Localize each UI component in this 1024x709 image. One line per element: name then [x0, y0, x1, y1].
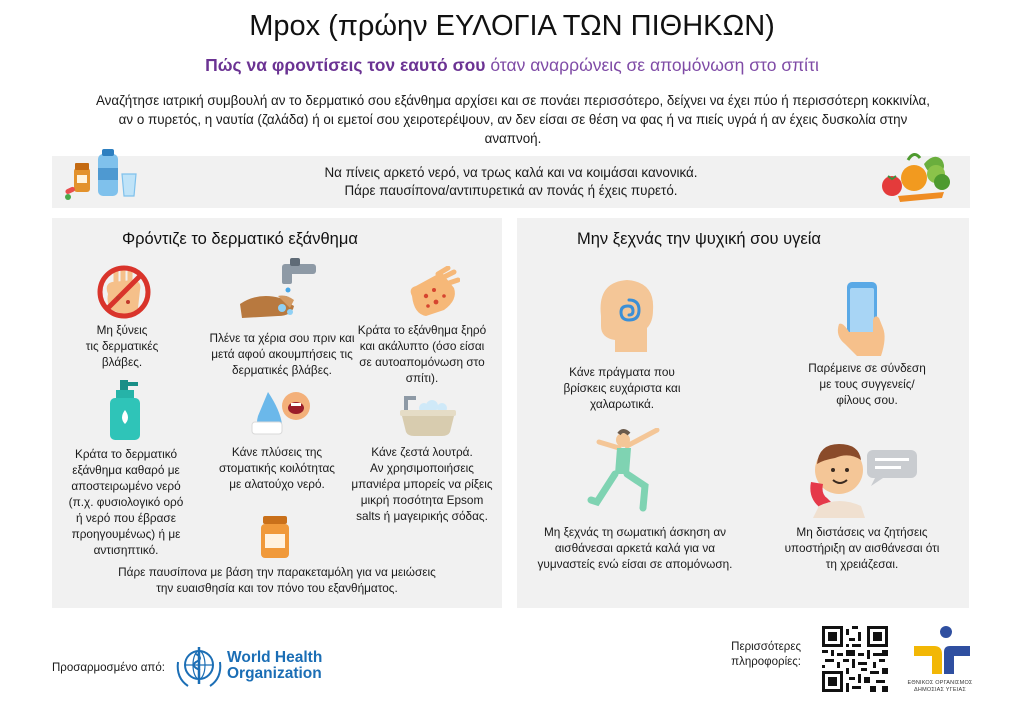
sanitizer-bottle-icon	[108, 380, 142, 447]
skin-panel-title: Φρόντιζε το δερματικό εξάνθημα	[122, 230, 358, 248]
eody-name: ΕΘΝΙΚΟΣ ΟΡΓΑΝΙΣΜΟΣ ΔΗΜΟΣΙΑΣ ΥΓΕΙΑΣ	[907, 680, 973, 693]
intro-warning	[48, 91, 978, 148]
phone-in-hand-icon	[835, 278, 893, 363]
phone-call-icon	[805, 436, 923, 529]
advice-line: Πάρε παυσίπονα/αντιπυρετικά αν πονάς ή έχεις πυρετό.	[344, 183, 678, 198]
advice-line: Να πίνεις αρκετό νερό, να τρως καλά και να κοιμάσαι κανονικά.	[324, 165, 698, 180]
bath-caption: Κάνε ζεστά λουτρά. Αν χρησιμοποιήσεις μπανιέρα μπορείς να ρίξεις μικρή ποσότητα Epsom salts ή μαγειρικής σόδας.	[351, 445, 493, 523]
qr-code-icon[interactable]	[822, 626, 888, 697]
exercise-caption: Μη ξεχνάς τη σωματική άσκηση αν αισθάνεσαι αρκετά καλά για να γυμναστείς ενώ είσαι σε απομόνωση.	[537, 525, 733, 571]
painkiller-caption: Πάρε παυσίπονα με βάση την παρακεταμόλη για να μειώσεις την ευαισθησία και τον πόνο του εξανθήματος.	[118, 565, 436, 595]
adapted-from-label: Προσαρμοσμένο από:	[52, 662, 165, 674]
exercise-icon	[587, 428, 671, 517]
stay-connected-caption: Παρέμεινε σε σύνδεση με τους συγγενείς/ φίλους σου.	[808, 361, 926, 407]
rash-hand-icon	[404, 266, 460, 323]
seek-support-caption: Μη διστάσεις να ζητήσεις υποστήριξη αν αισθάνεσαι ότι τη χρειάζεσαι.	[784, 525, 940, 571]
page-subtitle	[0, 55, 1024, 76]
who-emblem-icon	[174, 644, 224, 695]
fruit-vegetables-icon	[878, 146, 958, 213]
intro-line: αναπνοή.	[484, 131, 542, 146]
mouth-rinse-caption: Κάνε πλύσεις της στοματικής κοιλότητας με αλατούχο νερό.	[219, 445, 335, 491]
medicine-bottle-icon	[260, 516, 290, 565]
intro-line: Αναζήτησε ιατρική συμβουλή αν το δερματικό σου εξάνθημα αρχίσει και σε πονάει περισσότερο, δείχνει να έχει πύο ή περισσότερη κοκκινίλα,	[95, 93, 931, 108]
mouth-rinse-icon	[248, 386, 314, 445]
page-title: Mpox (πρώην ΕΥΛΟΓΙΑ ΤΩΝ ΠΙΘΗΚΩΝ)	[249, 10, 775, 42]
subtitle-rest: όταν αναρρώνεις σε απομόνωση στο σπίτι	[485, 55, 819, 75]
who-logo-text: World Health Organization	[227, 649, 323, 682]
eody-logo-icon	[912, 624, 972, 683]
general-advice-band	[52, 156, 970, 208]
mental-health-panel	[517, 218, 969, 608]
rash-dry-caption: Κράτα το εξάνθημα ξηρό και ακάλυπτο (όσο είσαι σε αυτοαπομόνωση στο σπίτι).	[357, 323, 487, 385]
hand-washing-caption: Πλένε τα χέρια σου πριν και μετά αφού ακουμπήσεις τις δερματικές βλάβες.	[209, 331, 355, 377]
bathtub-icon	[398, 392, 458, 443]
no-scratch-icon	[94, 264, 154, 325]
relax-head-icon	[591, 276, 661, 361]
subtitle-emphasis: Πώς να φροντίσεις τον εαυτό σου	[205, 55, 486, 75]
relax-caption: Κάνε πράγματα που βρίσκεις ευχάριστα και χαλαρωτικά.	[563, 365, 681, 411]
sanitizer-caption: Κράτα το δερματικό εξάνθημα καθαρό με αποστειρωμένο νερό (π.χ. φυσιολογικό ορό ή νερό που έβρασε προηγουμένως) ή με αντισηπτικό.	[68, 447, 184, 557]
hand-washing-icon	[238, 258, 324, 329]
mental-panel-title: Μην ξεχνάς την ψυχική σου υγεία	[577, 230, 821, 248]
no-scratch-caption: Μη ξύνεις τις δερματικές βλάβες.	[85, 323, 159, 369]
intro-line: αν ο πυρετός, η ναυτία (ζαλάδα) ή οι εμετοί σου χειροτερέψουν, αν δεν είσαι σε θέση να φας ή να πιείς υγρά ή αν έχεις δυσκολία στην	[118, 112, 908, 127]
more-info-label: Περισσότερες πληροφορίες:	[731, 641, 801, 668]
skin-care-panel	[52, 218, 502, 608]
general-advice-text	[52, 164, 970, 200]
